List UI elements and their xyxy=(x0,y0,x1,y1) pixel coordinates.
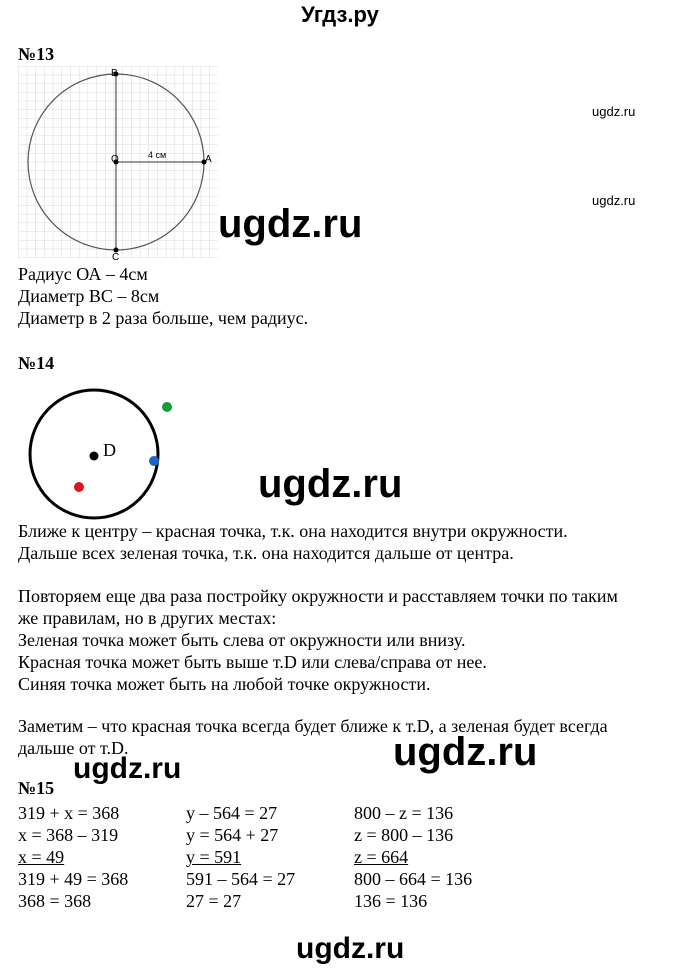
green-point xyxy=(162,402,172,412)
task-14-line-7: Красная точка может быть выше т.D или слева/справа от нее. xyxy=(18,652,487,672)
watermark-mid-1: ugdz.ru xyxy=(73,752,182,785)
task-14-line-8: Синяя точка может быть на любой точке окружности. xyxy=(18,674,431,694)
task-14-line-1: Ближе к центру – красная точка, т.к. она находится внутри окружности. xyxy=(18,521,568,541)
watermark-small-2: ugdz.ru xyxy=(592,193,636,208)
task-14-line-2: Дальше всех зеленая точка, т.к. она находится дальше от центра. xyxy=(18,543,514,563)
watermark-big-2: ugdz.ru xyxy=(258,462,403,506)
task-13-line-3: Диаметр в 2 раза больше, чем радиус. xyxy=(18,308,309,328)
watermark-big-3: ugdz.ru xyxy=(393,730,538,774)
label-o: O xyxy=(111,154,119,165)
point-d xyxy=(90,452,99,461)
eq3-line-1: 800 – z = 136 xyxy=(354,803,454,823)
label-radius: 4 см xyxy=(148,150,167,160)
task-13-circle-figure xyxy=(18,66,228,262)
watermark-big-1: ugdz.ru xyxy=(218,202,363,246)
eq2-check: 591 – 564 = 27 xyxy=(186,869,296,889)
task-14-line-10: Заметим – что красная точка всегда будет ближе к т.D, а зеленая будет всегда xyxy=(18,716,608,736)
eq2-line-1: y – 564 = 27 xyxy=(186,803,278,823)
task-14-number: №14 xyxy=(18,353,55,373)
eq3-answer: z = 664 xyxy=(354,847,409,867)
eq2-check-result: 27 = 27 xyxy=(186,891,242,911)
red-point xyxy=(74,482,84,492)
eq2-answer: y = 591 xyxy=(186,847,242,867)
watermark-bottom: ugdz.ru xyxy=(296,932,405,965)
task-14-line-6: Зеленая точка может быть слева от окружности или внизу. xyxy=(18,630,466,650)
label-c: C xyxy=(112,252,120,262)
task-14-line-11: дальше от т.D. xyxy=(18,738,129,758)
eq1-line-1: 319 + x = 368 xyxy=(18,803,120,823)
label-d: D xyxy=(103,440,116,460)
watermark-small-1: ugdz.ru xyxy=(592,104,636,119)
eq1-check: 319 + 49 = 368 xyxy=(18,869,129,889)
task-14-circle-figure xyxy=(22,388,182,523)
task-13-number: №13 xyxy=(18,44,55,64)
label-b: B xyxy=(111,68,118,79)
eq1-check-result: 368 = 368 xyxy=(18,891,92,911)
task-15-number: №15 xyxy=(18,778,55,798)
task-14-line-5: же правилам, но в других местах: xyxy=(18,608,277,628)
task-14-line-4: Повторяем еще два раза постройку окружности и расставляем точки по таким xyxy=(18,586,618,606)
label-a: A xyxy=(205,154,212,165)
eq1-answer: x = 49 xyxy=(18,847,65,867)
site-title: Угдз.ру xyxy=(301,2,379,27)
task-13-line-2: Диаметр ВС – 8см xyxy=(18,286,160,306)
eq2-line-2: y = 564 + 27 xyxy=(186,825,279,845)
eq3-check-result: 136 = 136 xyxy=(354,891,428,911)
eq1-line-2: x = 368 – 319 xyxy=(18,825,119,845)
task-13-line-1: Радиус ОА – 4см xyxy=(18,264,148,284)
eq3-check: 800 – 664 = 136 xyxy=(354,869,473,889)
blue-point xyxy=(149,456,159,466)
eq3-line-2: z = 800 – 136 xyxy=(354,825,454,845)
